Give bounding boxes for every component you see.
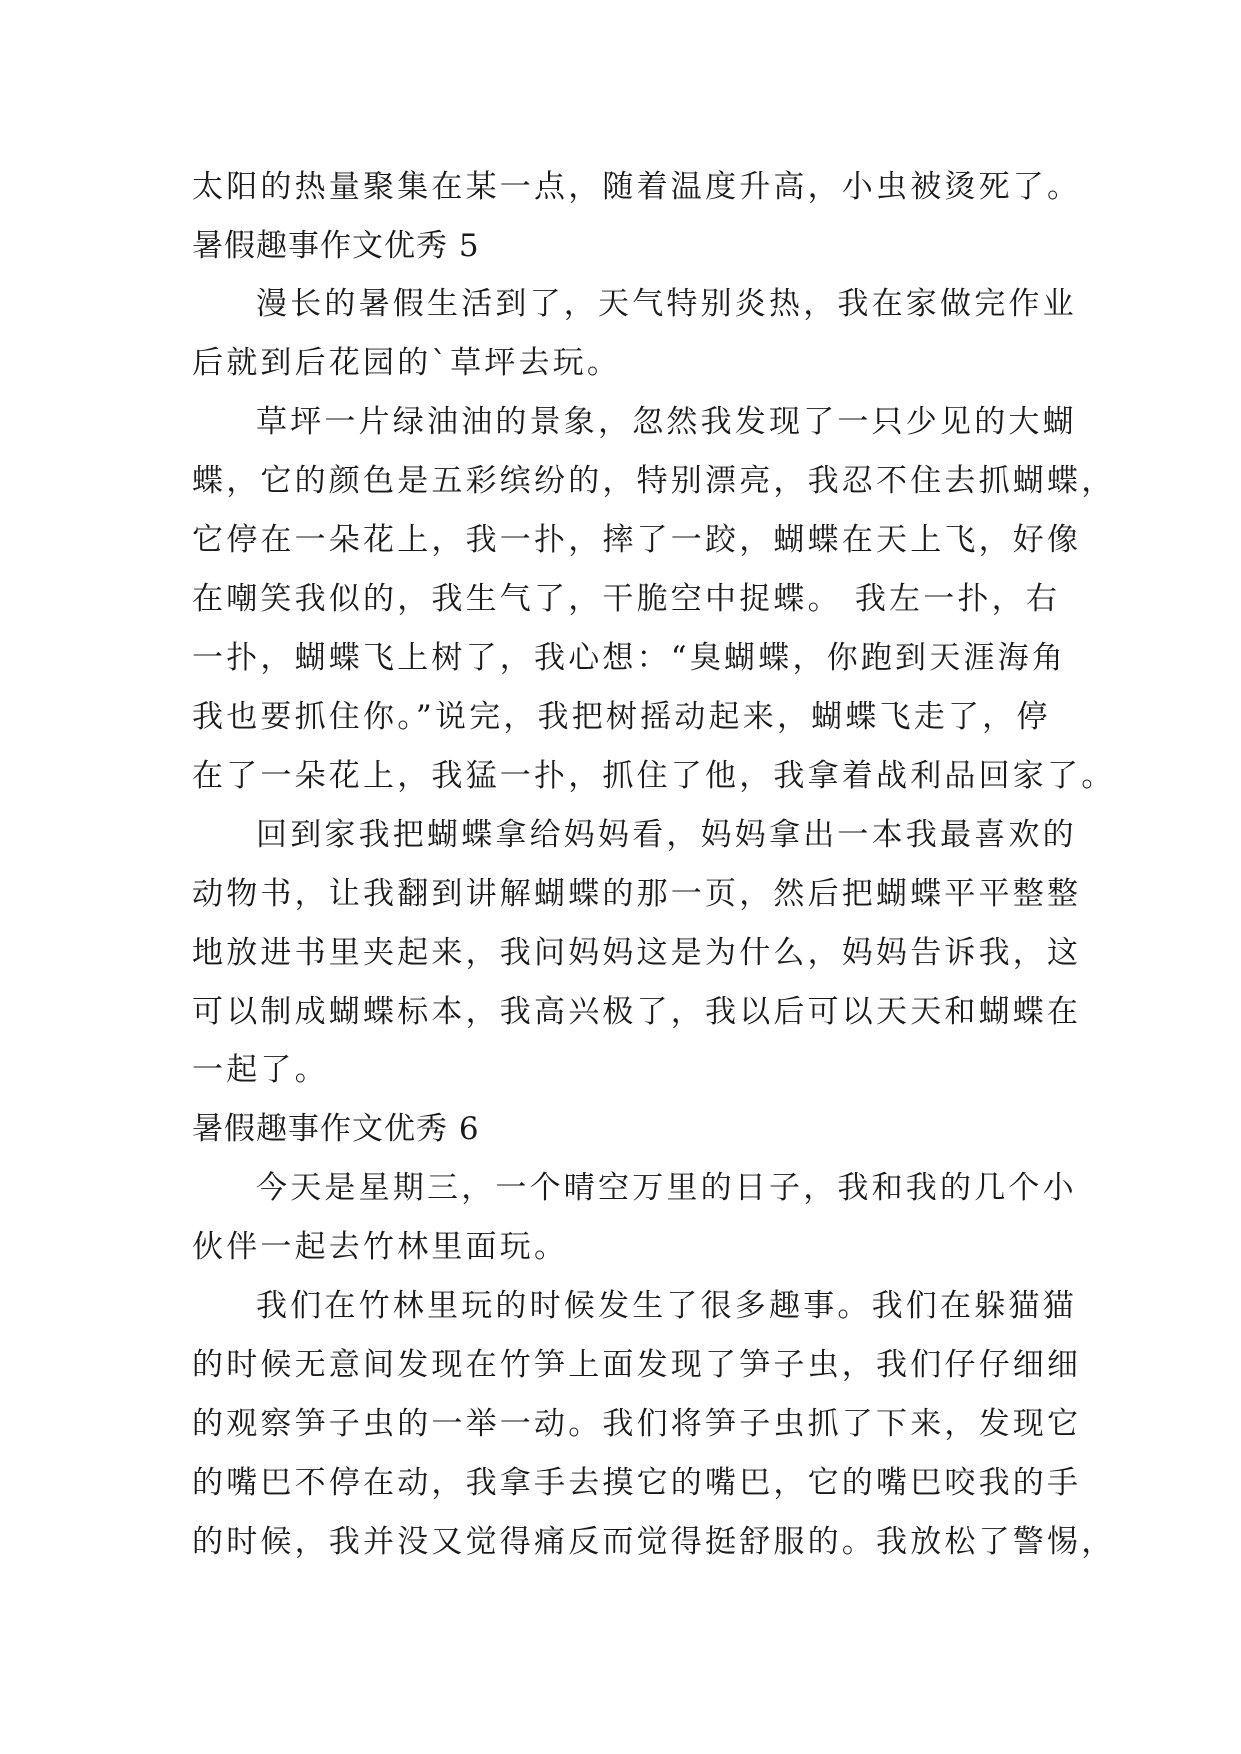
text-line: 漫长的暑假生活到了，天气特别炎热，我在家做完作业 (256, 286, 1077, 322)
text-line: 蝶，它的颜色是五彩缤纷的，特别漂亮，我忍不住去抓蝴蝶， (192, 463, 1116, 499)
text-line: 回到家我把蝴蝶拿给妈妈看，妈妈拿出一本我最喜欢的 (256, 817, 1077, 853)
text-line: 草坪一片绿油油的景象，忽然我发现了一只少见的大蝴 (256, 404, 1077, 440)
text-line: 今天是星期三，一个晴空万里的日子，我和我的几个小 (256, 1170, 1077, 1206)
text-line: 的时候，我并没又觉得痛反而觉得挺舒服的。我放松了警惕， (192, 1524, 1116, 1560)
text-line: 一起了。 (192, 1052, 329, 1088)
text-line: 的嘴巴不停在动，我拿手去摸它的嘴巴，它的嘴巴咬我的手 (192, 1465, 1082, 1501)
text-line: 我也要抓住你。”说完，我把树摇动起来，蝴蝶飞走了，停 (192, 699, 1051, 735)
text-line: 动物书，让我翻到讲解蝴蝶的那一页，然后把蝴蝶平平整整 (192, 876, 1082, 912)
text-line: 在了一朵花上，我猛一扑，抓住了他，我拿着战利品回家了。 (192, 758, 1116, 794)
text-line: 地放进书里夹起来，我问妈妈这是为什么，妈妈告诉我，这 (192, 935, 1082, 971)
text-line: 它停在一朵花上，我一扑，摔了一跤，蝴蝶在天上飞，好像 (192, 522, 1082, 558)
text-line: 的时候无意间发现在竹笋上面发现了笋子虫，我们仔仔细细 (192, 1347, 1082, 1383)
text-line: 可以制成蝴蝶标本，我高兴极了，我以后可以天天和蝴蝶在 (192, 994, 1082, 1030)
text-line: 伙伴一起去竹林里面玩。 (192, 1229, 569, 1265)
text-line: 我们在竹林里玩的时候发生了很多趣事。我们在躲猫猫 (256, 1288, 1077, 1324)
text-line: 太阳的热量聚集在某一点，随着温度升高，小虫被烫死了。 (192, 169, 1082, 205)
text-line: 后就到后花园的`草坪去玩。 (192, 345, 622, 381)
section-heading: 暑假趣事作文优秀 5 (192, 228, 480, 264)
text-line: 一扑，蝴蝶飞上树了，我心想：“臭蝴蝶，你跑到天涯海角 (192, 640, 1067, 676)
text-line: 在嘲笑我似的，我生气了，干脆空中捉蝶。 我左一扑，右 (192, 581, 1061, 617)
text-line: 的观察笋子虫的一举一动。我们将笋子虫抓了下来，发现它 (192, 1406, 1082, 1442)
section-heading: 暑假趣事作文优秀 6 (192, 1111, 480, 1147)
